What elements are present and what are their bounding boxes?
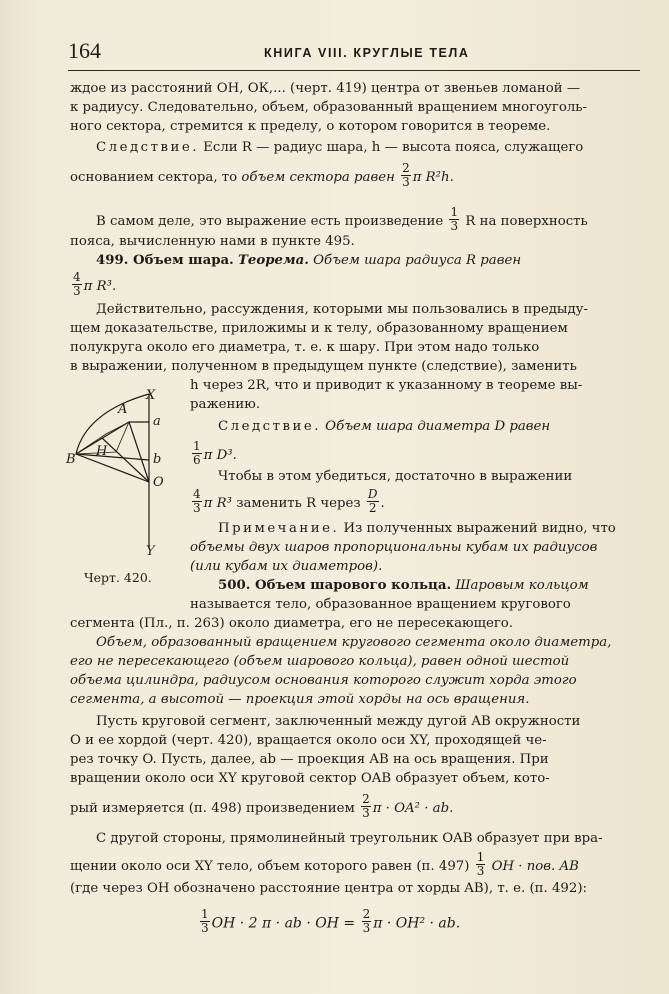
text-line: Чтобы в этом убедиться, достаточно в выражении — [218, 469, 573, 484]
denominator: 3 — [402, 175, 410, 189]
italic-span: Объем шара радиуса R равен — [313, 253, 522, 268]
text-span: основанием сектора, то — [70, 170, 238, 185]
label-b: b — [153, 452, 162, 467]
denominator: 3 — [476, 864, 485, 878]
formula-tail: π D³. — [203, 448, 237, 463]
text-line — [218, 577, 589, 595]
denominator: 3 — [73, 284, 81, 298]
formula-tail: π R²h. — [412, 170, 454, 185]
formula-tail: π R³. — [83, 279, 117, 294]
label-A: A — [118, 402, 128, 417]
text-line — [96, 139, 583, 157]
section-heading: 499. Объем шара. — [96, 253, 234, 268]
text-line — [96, 205, 588, 235]
numerator: 4 — [73, 270, 81, 284]
numerator: 1 — [450, 205, 459, 219]
projection-b — [76, 454, 149, 460]
italic-span: объем сектора равен — [241, 170, 395, 185]
text-line: щем доказательстве, приложимы и к телу, образованному вращением — [70, 321, 568, 336]
text-line — [190, 439, 237, 469]
text-span: В самом деле, это выражение есть произведение — [96, 214, 444, 229]
text-line: объемы двух шаров пропорциональны кубам их радиусов — [190, 540, 598, 555]
numerator: 2 — [362, 792, 370, 806]
text-line: (или кубам их диаметров). — [190, 559, 383, 574]
fraction — [401, 162, 411, 189]
denominator: 3 — [362, 921, 371, 935]
italic-span: Шаровым кольцом — [455, 578, 589, 593]
label-O: O — [153, 475, 164, 490]
text-line: С другой стороны, прямолинейный треугольник OAB образует при вра- — [96, 831, 603, 846]
numerator: 1 — [193, 439, 201, 453]
text-line: (где через OH обозначено расстояние центра от хорды AB), т. е. (п. 492): — [70, 881, 588, 896]
text-span: Если R — радиус шара, h — высота пояса, служащего — [203, 140, 584, 155]
text-line: вращении около оси XY круговой сектор OAB образует объем, кото- — [70, 771, 550, 786]
text-line: рез точку O. Пусть, далее, ab — проекция AB на ось вращения. При — [70, 752, 549, 767]
text-line: сегмента (Пл., п. 263) около диаметра, его не пересекающего. — [70, 616, 514, 631]
text-span: Из полученных выражений видно, что — [343, 521, 616, 536]
text-line: объема цилиндра, радиусом основания которого служит хорда этого — [70, 673, 577, 688]
text-line: h через 2R, что и приводит к указанному в теореме вы- — [190, 378, 583, 393]
label-X: X — [146, 388, 156, 403]
denominator: 3 — [450, 219, 459, 233]
text-line — [218, 418, 550, 436]
text-line: ражению. — [190, 397, 261, 412]
numerator: 2 — [362, 907, 371, 921]
label-B: B — [66, 452, 76, 467]
numerator: 4 — [193, 487, 201, 501]
fraction — [367, 488, 379, 515]
text-line: к радиусу. Следовательно, объем, образованный вращением многоуголь- — [70, 100, 588, 115]
text-line — [96, 252, 521, 270]
text-line — [70, 161, 454, 191]
text-line: полукруга около его диаметра, т. е. к шару. При этом надо только — [70, 340, 540, 355]
italic-span: OH · пов. AB — [491, 859, 579, 874]
denominator: 6 — [193, 453, 201, 467]
formula-tail: π R³ — [203, 496, 232, 511]
text-line: Пусть круговой сегмент, заключенный между дугой AB окружности — [96, 714, 581, 729]
text-line — [70, 850, 579, 880]
radius-ob — [76, 454, 149, 482]
note-label: Примечание. — [218, 521, 340, 536]
corollary-label: Следствие. — [96, 140, 199, 155]
text-span: R на поверхность — [465, 214, 588, 229]
text-span: заменить R через — [236, 496, 361, 511]
formula-tail: . — [380, 496, 385, 511]
numerator: 1 — [201, 907, 209, 921]
text-line: его не пересекающего (объем шарового кольца), равен одной шестой — [70, 654, 570, 669]
text-line: Действительно, рассуждения, которыми мы пользовались в предыду- — [96, 302, 588, 317]
text-span: щении около оси XY тело, объем которого равен (п. 497) — [70, 859, 470, 874]
fraction — [200, 908, 210, 935]
numerator: D — [367, 487, 378, 501]
text-line: называется тело, образованное вращением кругового — [190, 597, 571, 612]
fraction — [192, 488, 202, 515]
section-heading: 500. Объем шарового кольца. — [218, 578, 452, 593]
text-line — [70, 270, 117, 300]
denominator: 2 — [368, 501, 377, 515]
text-line — [190, 487, 385, 517]
denominator: 3 — [201, 921, 209, 935]
fraction — [361, 793, 371, 820]
text-line: Объем, образованный вращением кругового сегмента около диаметра, — [96, 635, 612, 650]
corollary-label: Следствие. — [218, 419, 321, 434]
formula-line — [198, 907, 461, 937]
text-line: сегмента, а высотой — проекция этой хорды на ось вращения. — [70, 692, 530, 707]
fraction — [362, 908, 372, 935]
text-line — [218, 520, 616, 538]
formula-mid: OH · 2 π · ab · OH = — [211, 915, 356, 932]
numerator: 1 — [476, 850, 485, 864]
text-line — [70, 792, 454, 822]
text-line: в выражении, полученном в предыдущем пункте (следствие), заменить — [70, 359, 577, 374]
fraction — [72, 271, 82, 298]
text-line: ного сектора, стремится к пределу, о котором говорится в теореме. — [70, 119, 551, 134]
theorem-label: Теорема. — [238, 253, 309, 268]
denominator: 3 — [193, 501, 201, 515]
formula-tail: π · OA² · ab. — [372, 801, 454, 816]
page-header — [68, 34, 640, 71]
label-Y: Y — [146, 544, 155, 559]
page-number: 164 — [68, 38, 101, 63]
fraction — [476, 851, 486, 878]
fraction — [449, 206, 459, 233]
text-line: пояса, вычисленную нами в пункте 495. — [70, 234, 355, 249]
text-span: рый измеряется (п. 498) произведением — [70, 801, 355, 816]
label-a: a — [153, 414, 161, 429]
denominator: 3 — [362, 806, 370, 820]
label-H: H — [96, 444, 108, 459]
formula-tail: π · OH² · ab. — [373, 915, 461, 932]
numerator: 2 — [402, 161, 410, 175]
running-title: КНИГА VIII. КРУГЛЫЕ ТЕЛА — [264, 46, 470, 60]
fraction — [192, 440, 202, 467]
circular-arc — [76, 394, 149, 454]
figure-420 — [66, 388, 176, 592]
italic-span: Объем шара диаметра D равен — [325, 419, 551, 434]
text-line: ждое из расстояний ОН, ОК,... (черт. 419) центра от звеньев ломаной — — [70, 81, 581, 96]
figure-caption: Черт. 420. — [84, 570, 152, 585]
text-line: O и ее хордой (черт. 420), вращается около оси XY, проходящей че- — [70, 733, 547, 748]
